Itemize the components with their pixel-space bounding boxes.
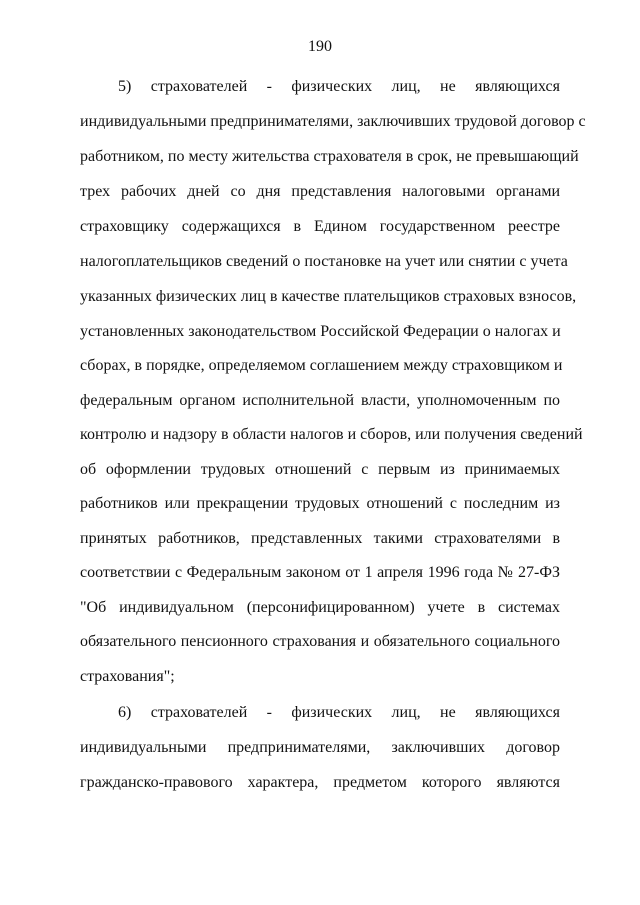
text-line: указанных физических лиц в качестве плательщиков страховых взносов,	[80, 288, 577, 305]
text-line: индивидуальными предпринимателями, заключивших трудовой договор с	[80, 113, 586, 130]
text-line: налогоплательщиков сведений о постановке на учет или снятии с учета	[80, 253, 568, 270]
text-line: контролю и надзору в области налогов и сборов, или получения сведений	[80, 426, 583, 443]
text-line: гражданско-правового характера, предметом которого являются	[80, 774, 560, 791]
text-line: 6) страхователей - физических лиц, не являющихся	[118, 704, 560, 721]
text-line: об оформлении трудовых отношений с первым из принимаемых	[80, 461, 560, 478]
text-line: "Об индивидуальном (персонифицированном) учете в системах	[80, 599, 560, 616]
text-line: индивидуальными предпринимателями, заключивших договор	[80, 739, 560, 756]
text-line: федеральным органом исполнительной власти, уполномоченным по	[80, 392, 560, 409]
text-line: трех рабочих дней со дня представления налоговыми органами	[80, 183, 560, 200]
text-line: обязательного пенсионного страхования и обязательного социального	[80, 633, 560, 650]
text-line: работником, по месту жительства страхователя в срок, не превышающий	[80, 148, 579, 165]
text-line: соответствии с Федеральным законом от 1 апреля 1996 года № 27-ФЗ	[80, 564, 560, 581]
text-line: 5) страхователей - физических лиц, не являющихся	[118, 78, 560, 95]
text-line: сборах, в порядке, определяемом соглашением между страховщиком и	[80, 357, 563, 374]
text-line: страхования";	[80, 668, 175, 685]
text-line: работников или прекращении трудовых отношений с последним из	[80, 495, 560, 512]
page-number: 190	[308, 38, 332, 55]
text-line: установленных законодательством Российской Федерации о налогах и	[80, 323, 561, 340]
text-line: страховщику содержащихся в Едином государственном реестре	[80, 218, 560, 235]
text-line: принятых работников, представленных такими страхователями в	[80, 530, 560, 547]
